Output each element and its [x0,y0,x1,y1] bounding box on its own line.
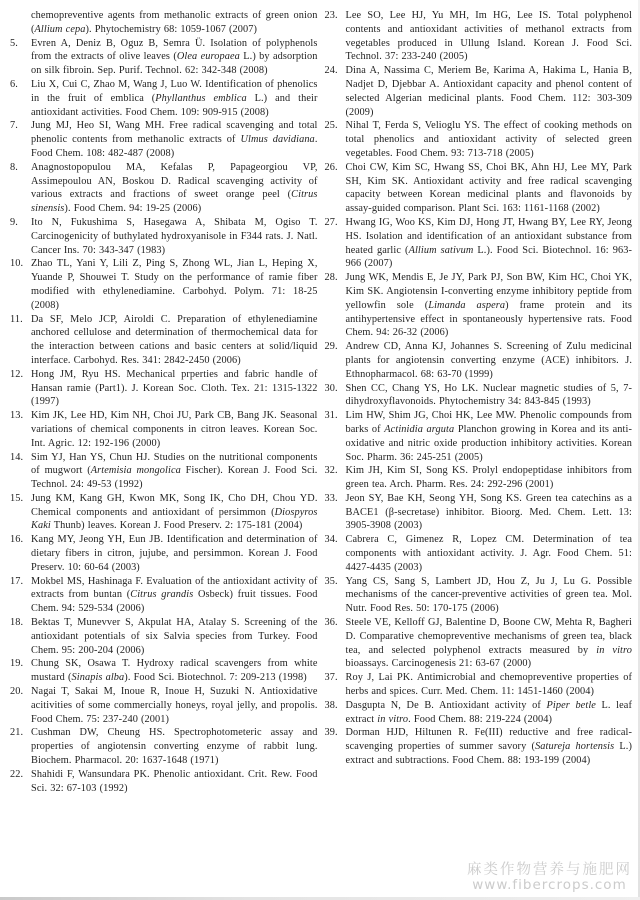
reference-text: Evren A, Deniz B, Oguz B, Semra Ü. Isolation of polyphenols from the extracts of olive leaves (Olea europaea L.) by adsorption on silk fibroin. Sep. Purif. Technol. 62: 342-348 (2008) [31,37,318,77]
reference-number: 19. [10,658,24,670]
reference-text: Cushman DW, Cheung HS. Spectrophotometeric assay and properties of angiotensin converting enzyme of rabbit lung. Biochem. Pharmacol. 20: 1637-1648 (1971) [31,727,318,767]
reference-number: 17. [10,575,24,587]
reference-item [10,409,318,450]
references-column-left [10,9,318,795]
reference-item [10,726,318,767]
reference-number: 31. [324,410,338,422]
reference-item [325,9,633,64]
reference-item [10,37,318,78]
reference-number: 13. [10,410,24,422]
reference-item [10,492,318,533]
reference-item [325,216,633,271]
reference-item [325,271,633,340]
reference-item [10,313,318,368]
reference-number: 23. [324,10,338,21]
reference-number: 26. [324,161,338,173]
reference-text: Nihal T, Ferda S, Velioglu YS. The effect of cooking methods on total phenolics and antioxidant activity of selected green vegetables. Food Chem. 93: 713-718 (2005) [345,120,632,159]
reference-item [10,768,318,796]
reference-item [10,685,318,726]
reference-number: 9. [10,216,18,228]
reference-item [10,78,318,119]
reference-item [325,533,633,574]
reference-text: Lee SO, Lee HJ, Yu MH, Im HG, Lee IS. Total polyphenol contents and antioxidant activities of methanol extracts from vegetables produced in Ullung Island. Korean J. Food Sci. Technol. 37: 233-240 (2005) [345,10,632,63]
reference-text: chemopreventive agents from methanolic extracts of green onion (Allium cepa). Phytochemistry 68: 1059-1067 (2007) [31,10,318,35]
reference-item [325,616,633,671]
reference-text: Kang MY, Jeong YH, Eun JB. Identification and determination of dietary fibers in citron, jujube, and persimmon. Korean J. Food Preserv. 10: 60-64 (2003) [31,534,318,573]
reference-item [325,409,633,464]
reference-number: 24. [324,65,338,77]
reference-text: Shahidi F, Wansundara PK. Phenolic antioxidant. Crit. Rew. Food Sci. 32: 67-103 (1992) [31,768,318,794]
reference-text: Jung WK, Mendis E, Je JY, Park PJ, Son BW, Kim HC, Choi YK, Kim SK. Angiotensin I-converting enzyme inhibitory peptide from yellowfin sole (Limanda aspera) frame protein and its antihypertensive effect in spontaneously hypertensive rats. Food Chem. 94: 26-32 (2006) [345,272,632,339]
watermark [467,862,632,894]
reference-number: 39. [324,727,338,739]
reference-text: Lim HW, Shim JG, Choi HK, Lee MW. Phenolic compounds from barks of Actinidia arguta Planchon growing in Korea and its anti-oxidative and nitric oxide production inhibitory activities. Korean Soc. Pharm. 36: 245-251 (2005) [345,410,633,463]
reference-item [10,368,318,409]
reference-number: 33. [324,492,338,504]
reference-number: 32. [324,465,338,477]
reference-item [325,161,633,216]
reference-text: Anagnostopopulou MA, Kefalas P, Papageorgiou VP, Assimepoulou AN, Boskou D. Radical scavenging activity of various extracts and fractions of sweet orange peel (Citrus sinensis). Food Chem. 94: 19-25 (2006) [31,161,318,215]
reference-text: Kim JK, Lee HD, Kim NH, Choi JU, Park CB, Bang JK. Seasonal variations of chemical components in citron leaves. Korean Soc. Int. Agric. 12: 192-196 (2000) [31,410,318,449]
reference-item [10,616,318,657]
reference-text: Choi CW, Kim SC, Hwang SS, Choi BK, Ahn HJ, Lee MY, Park SH, Kim SK. Antioxidant activity and free radical scavenging capacity between Korean medicinal plants and flavonoids by assay-guided comparison. Plant Sci. 163: 1161-1168 (2002) [345,161,632,215]
reference-number: 22. [10,768,24,780]
reference-text: Liu X, Cui C, Zhao M, Wang J, Luo W. Identification of phenolics in the fruit of emblica (Phyllanthus emblica L.) and their antioxidant activities. Food Chem. 109: 909-915 (2008) [31,78,318,118]
reference-number: 11. [10,313,23,325]
reference-text: Dasgupta N, De B. Antioxidant activity of Piper betle L. leaf extract in vitro. Food Chem. 88: 219-224 (2004) [345,699,633,725]
reference-text: Jung MJ, Heo SI, Wang MH. Free radical scavenging and total phenolic contents from methanolic extracts of Ulmus davidiana. Food Chem. 108: 482-487 (2008) [31,120,318,159]
reference-number: 29. [324,341,338,353]
reference-item [325,699,633,727]
reference-item [10,257,318,312]
reference-number: 21. [10,727,24,739]
reference-text: Roy J, Lai PK. Antimicrobial and chemopreventive properties of herbs and spices. Curr. Med. Chem. 11: 1451-1460 (2004) [345,672,632,698]
reference-item [325,464,633,492]
reference-text: Ito N, Fukushima S, Hasegawa A, Shibata M, Ogiso T. Carcinogenicity of buthylated hydroxyanisole in F344 rats. J. Natl. Cancer Ins. 70: 343-347 (1983) [31,216,318,256]
reference-item [325,492,633,533]
reference-item [10,657,318,685]
watermark-site-name: 麻类作物营养与施肥网 [467,861,632,878]
reference-text: Nagai T, Sakai M, Inoue R, Inoue H, Suzuki N. Antioxidative acitivities of some commercially honeys, royal jelly, and propolis. Food Chem. 75: 237-240 (2001) [31,686,318,725]
reference-item [325,575,633,616]
reference-number: 27. [324,216,338,228]
reference-number: 10. [10,258,24,270]
reference-text: Jung KM, Kang GH, Kwon MK, Song IK, Cho DH, Chou YD. Chemical components and antioxidant of persimmon (Diospyros Kaki Thunb) leaves. Korean J. Food Preserv. 2: 175-181 (2004) [31,492,318,532]
reference-number: 16. [10,534,24,546]
references-column-right [325,9,633,795]
reference-text: Cabrera C, Gimenez R, Lopez CM. Determination of tea components with antioxidant activity. J. Agr. Food Chem. 51: 4427-4435 (2003) [345,534,632,573]
reference-text: Jeon SY, Bae KH, Seong YH, Song KS. Green tea catechins as a BACE1 (β-secretase) inhibitor. Bioorg. Med. Chem. Lett. 13: 3905-3908 (2003) [345,492,632,532]
reference-item [10,216,318,257]
reference-item [325,64,633,119]
reference-number: 25. [324,120,338,132]
reference-text: Dina A, Nassima C, Meriem Be, Karima A, Hakima L, Hania B, Nadjet D, Djebbar A. Antioxidant capacity and phenol content of selected Algerian medicinal plants. Food Chem. 112: 303-309 (2009) [345,65,632,118]
reference-item [10,575,318,616]
reference-text: Yang CS, Sang S, Lambert JD, Hou Z, Ju J, Lu G. Possible mechanisms of the cancer-preventive activities of green tea. Mol. Nutr. Food Res. 50: 170-175 (2006) [345,575,632,615]
reference-number: 7. [10,120,18,132]
reference-text: Zhao TL, Yani Y, Lili Z, Ping S, Zhong WL, Jian L, Heping X, Yuande P, Shouwei T. Study on the performance of ramie fiber modified with ethylenediamine. Carbohyd. Polym. 71: 18-25 (2008) [31,258,318,311]
reference-item [10,451,318,492]
reference-number: 14. [10,451,24,463]
reference-item [10,119,318,160]
reference-item [325,382,633,410]
reference-text: Sim YJ, Han YS, Chun HJ. Studies on the nutritional components of mugwort (Artemisia mongolica Fischer). Korean J. Food Sci. Technol. 24: 49-53 (1992) [31,451,318,491]
reference-text: Kim JH, Kim SI, Song KS. Prolyl endopeptidase inhibitors from green tea. Arch. Pharm. Res. 24: 292-296 (2001) [345,465,632,491]
reference-item [10,533,318,574]
reference-text: Shen CC, Chang YS, Ho LK. Nuclear magnetic studies of 5, 7-dihydroxyflavonoids. Phytochemistry 34: 843-845 (1993) [345,382,632,408]
reference-text: Steele VE, Kelloff GJ, Balentine D, Boone CW, Mehta R, Bagheri D. Comparative chemopreventive mechanisms of green tea, black tea, and selected polyphenol extracts measured by in vitro bioassays. Carcinogenesis 21: 63-67 (2000) [345,617,632,670]
reference-number: 35. [324,575,338,587]
reference-text: Chung SK, Osawa T. Hydroxy radical scavengers from white mustard (Sinapis alba). Food Sci. Biotechnol. 7: 209-213 (1998) [31,658,318,684]
reference-text: Bektas T, Munevver S, Akpulat HA, Atalay S. Screening of the antioxidant potentials of six Salvia species from Turkey. Food Chem. 95: 200-204 (2006) [31,617,318,656]
reference-number: 18. [10,617,24,629]
watermark-url: www.fibercrops.com [472,877,627,894]
reference-item [10,161,318,216]
reference-text: Dorman HJD, Hiltunen R. Fe(III) reductive and free radical-scavenging properties of summer savory (Satureja hortensis L.) extract and subtractions. Food Chem. 88: 193-199 (2004) [345,727,632,767]
reference-number: 12. [10,368,24,380]
reference-number: 38. [324,699,338,711]
reference-number: 15. [10,492,24,504]
reference-number: 20. [10,686,24,698]
reference-number: 5. [10,37,18,49]
reference-number: 36. [324,617,338,629]
reference-number: 37. [324,672,338,684]
reference-item [325,726,633,767]
reference-number: 8. [10,161,18,173]
references-page [10,9,632,795]
reference-number: 28. [324,272,338,284]
reference-item [325,119,633,160]
reference-number: 6. [10,78,18,90]
reference-item [10,9,318,37]
reference-number: 34. [324,534,338,546]
reference-item [325,340,633,381]
reference-text: Mokbel MS, Hashinaga F. Evaluation of the antioxidant activity of extracts from buntan (Citrus grandis Osbeck) fruit tissues. Food Chem. 94: 529-534 (2006) [31,575,318,615]
reference-text: Hong JM, Ryu HS. Mechanical prperties and fabric handle of Hansan ramie (Part1). J. Korean Soc. Cloth. Tex. 21: 1315-1322 (1997) [31,368,318,408]
reference-number: 30. [324,382,338,394]
reference-item [325,671,633,699]
reference-text: Da SF, Melo JCP, Airoldi C. Preparation of ethylenediamine anchored cellulose and determination of thermochemical data for the interaction between cations and basic centers at solid/liquid interface. Carbohyd. Res. 341: 2842-2450 (2006) [31,313,318,366]
reference-text: Hwang IG, Woo KS, Kim DJ, Hong JT, Hwang BY, Lee RY, Jeong HS. Isolation and identification of an antioxidant substance from heated garlic (Allium sativum L.). Food Sci. Biotechnol. 16: 963-966 (2007) [345,216,632,270]
two-column-layout [10,9,632,795]
reference-text: Andrew CD, Anna KJ, Johannes S. Screening of Zulu medicinal plants for angiotensin converting enzyme (ACE) inhibitors. J. Ethnopharmacol. 68: 63-70 (1999) [345,341,632,380]
